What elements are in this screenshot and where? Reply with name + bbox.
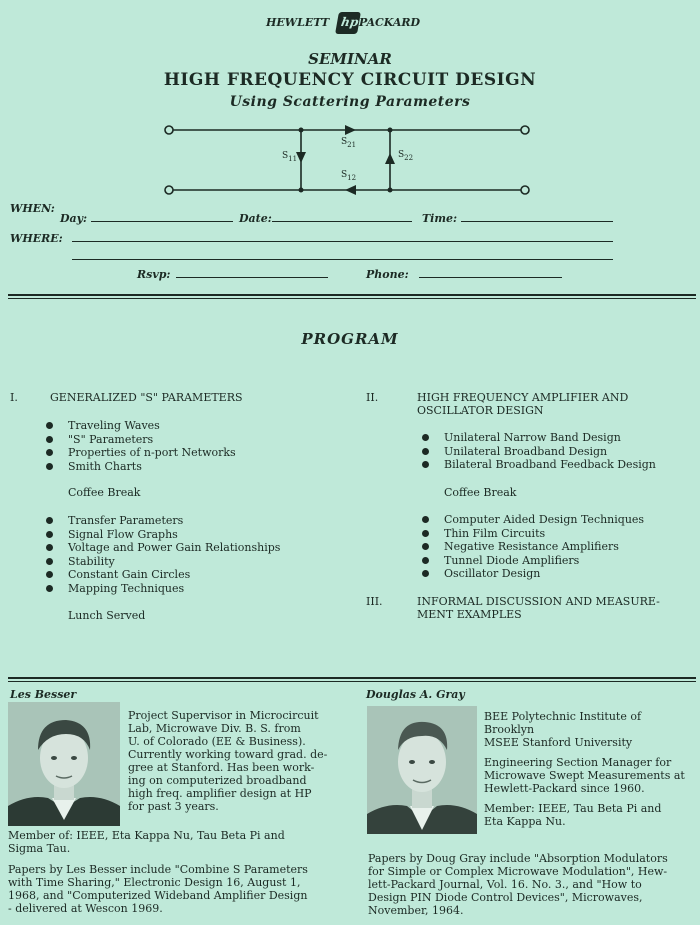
speaker-bio-gray-1: BEE Polytechnic Institute of Brooklyn MSEE Stanford University — [484, 710, 642, 749]
page-subtitle: Using Scattering Parameters — [229, 94, 471, 110]
section-3-number: III. — [366, 595, 383, 608]
speaker-bio-besser: Project Supervisor in Microcircuit Lab, Microwave Div. B. S. from U. of Colorado (EE & Business). Currently working toward grad. de- gree at Stanford. Has been work- ing on computerized broadband high freq. amplifier design at HP for past 3 years. — [128, 709, 328, 813]
section-3-title-2: MENT EXAMPLES — [417, 608, 522, 621]
coffee-break-2: Coffee Break — [444, 486, 517, 499]
date-field[interactable] — [272, 210, 412, 222]
date-label: Date: — [239, 212, 272, 225]
time-label: Time: — [422, 212, 458, 225]
list-item: Traveling Waves — [68, 419, 236, 433]
list-item: Bilateral Broadband Feedback Design — [444, 458, 656, 472]
program-heading: PROGRAM — [301, 330, 399, 348]
section-2-number: II. — [366, 391, 379, 404]
page-title: HIGH FREQUENCY CIRCUIT DESIGN — [163, 70, 537, 90]
speaker-name-gray: Douglas A. Gray — [366, 688, 465, 701]
list-item: Signal Flow Graphs — [68, 528, 280, 542]
section-1-number: I. — [10, 391, 18, 404]
section-2-title-1: HIGH FREQUENCY AMPLIFIER AND — [417, 391, 629, 404]
rsvp-field[interactable] — [176, 266, 328, 278]
speaker-name-besser: Les Besser — [10, 688, 77, 701]
list-item: Thin Film Circuits — [444, 527, 644, 541]
speaker-bio-gray-2: Engineering Section Manager for Microwave Swept Measurements at Hewlett-Packard since 1960. — [484, 756, 685, 795]
section-1-title: GENERALIZED "S" PARAMETERS — [50, 391, 243, 404]
day-field[interactable] — [91, 210, 233, 222]
s11-label: $S_{11}$ — [282, 151, 298, 163]
list-item: Unilateral Narrow Band Design — [444, 431, 656, 445]
speaker-papers-besser: Papers by Les Besser include "Combine S Parameters with Time Sharing," Electronic Design 16, August 1, 1968, and "Computerized Wideband Amplifier Design - delivered at Wescon 1969. — [8, 863, 308, 915]
section-2-list-a — [444, 431, 656, 472]
section-3-title-1: INFORMAL DISCUSSION AND MEASURE- — [417, 595, 660, 608]
time-field[interactable] — [461, 210, 613, 222]
brand-packard: PACKARD — [359, 16, 421, 29]
list-item: Properties of n-port Networks — [68, 446, 236, 460]
speaker-photo-besser — [8, 702, 120, 826]
list-item: Tunnel Diode Amplifiers — [444, 554, 644, 568]
list-item: Oscillator Design — [444, 567, 644, 581]
list-item: "S" Parameters — [68, 433, 236, 447]
day-label: Day: — [60, 212, 88, 225]
list-item: Constant Gain Circles — [68, 568, 280, 582]
list-item: Stability — [68, 555, 280, 569]
section-2-list-b — [444, 513, 644, 581]
speaker-member-besser: Member of: IEEE, Eta Kappa Nu, Tau Beta Pi and Sigma Tau. — [8, 829, 285, 855]
section-1-list-a — [68, 419, 236, 473]
hp-logo — [335, 12, 361, 34]
where-label: WHERE: — [10, 232, 63, 245]
speaker-photo-gray — [367, 706, 477, 834]
lunch-served: Lunch Served — [68, 609, 146, 622]
when-label: WHEN: — [10, 202, 55, 215]
seminar-label: SEMINAR — [308, 50, 392, 68]
divider-bottom — [8, 677, 696, 682]
list-item: Negative Resistance Amplifiers — [444, 540, 644, 554]
s21-label: $S_{21}$ — [341, 137, 357, 149]
list-item: Transfer Parameters — [68, 514, 280, 528]
section-2-title-2: OSCILLATOR DESIGN — [417, 404, 544, 417]
signal-flow-diagram — [0, 120, 700, 200]
phone-label: Phone: — [366, 268, 409, 281]
where-field-1[interactable] — [72, 230, 613, 242]
hp-logo-text: hp — [339, 15, 360, 29]
speaker-member-gray: Member: IEEE, Tau Beta Pi and Eta Kappa Nu. — [484, 802, 662, 828]
phone-field[interactable] — [419, 266, 562, 278]
where-field-2[interactable] — [72, 248, 613, 260]
s12-label: $S_{12}$ — [341, 170, 357, 182]
list-item: Computer Aided Design Techniques — [444, 513, 645, 526]
rsvp-label: Rsvp: — [137, 268, 171, 281]
list-item: Mapping Techniques — [68, 582, 280, 596]
list-item: Voltage and Power Gain Relationships — [68, 541, 281, 555]
list-item: Smith Charts — [68, 460, 236, 474]
section-1-list-b — [68, 514, 280, 596]
divider-top — [8, 294, 696, 299]
coffee-break-1: Coffee Break — [68, 486, 141, 499]
brand-hewlett: HEWLETT — [266, 16, 330, 29]
list-item: Unilateral Broadband Design — [444, 445, 656, 459]
s22-label: $S_{22}$ — [398, 150, 414, 162]
speaker-papers-gray: Papers by Doug Gray include "Absorption Modulators for Simple or Complex Microwave Modulation", Hew- lett-Packard Journal, Vol. 16. No. 3., and "How to Design PIN Diode Control Devices", Microwaves, November, 1964. — [368, 852, 668, 917]
